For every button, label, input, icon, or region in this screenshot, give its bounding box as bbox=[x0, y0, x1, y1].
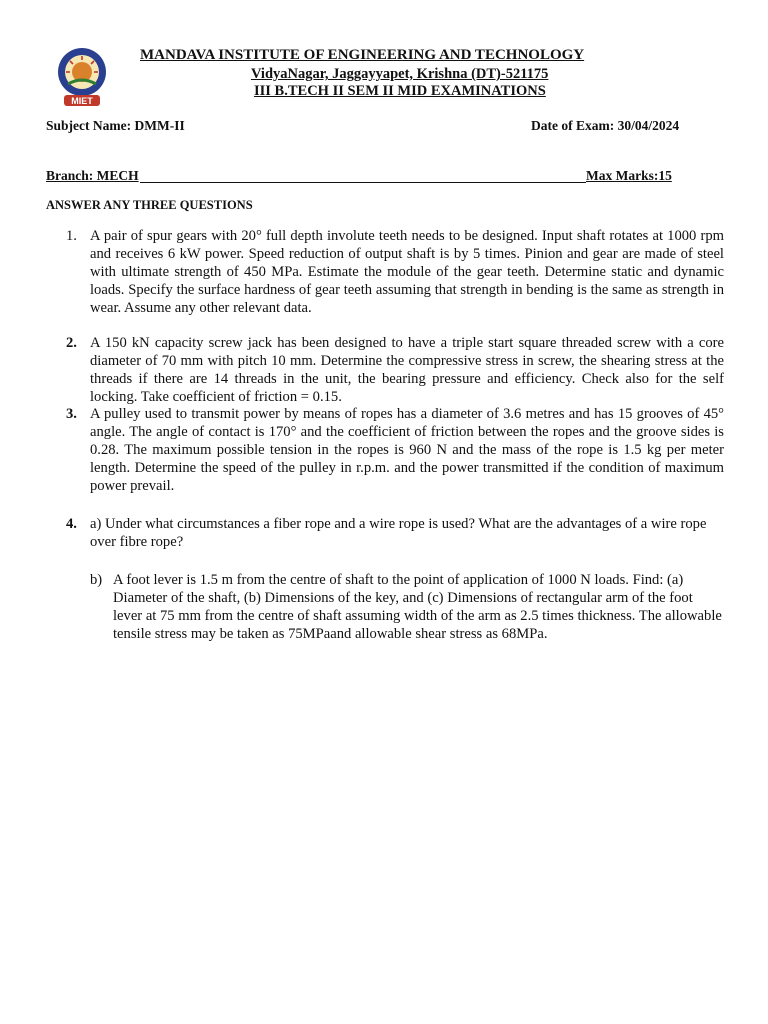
branch: Branch: MECH bbox=[46, 168, 139, 183]
institute-name: MANDAVA INSTITUTE OF ENGINEERING AND TECHNOLOGY bbox=[140, 47, 585, 63]
question-text: A 150 kN capacity screw jack has been designed to have a triple start square threaded screw with a core diameter of 70 mm with pitch 10 mm. Determine the compressive stress in screw, the shearing stress at the threads if there are 14 threads in the unit, the bearing pressure and efficiency. Check also for the self locking. Take coefficient of friction = 0.15. bbox=[90, 335, 724, 405]
institute-address: VidyaNagar, Jaggayyapet, Krishna (DT)-521175 bbox=[251, 66, 549, 82]
exam-date: Date of Exam: 30/04/2024 bbox=[531, 118, 680, 133]
question-text: A pulley used to transmit power by means of ropes has a diameter of 3.6 metres and has 15 grooves of 45° angle. The angle of contact is 170° and the coefficient of friction between the ropes and the groove sides is 0.28. The maximum possible tension in the ropes is 960 N and the mass of the rope is 1.5 kg per meter length. Determine the speed of the pulley in r.p.m. and the power transmitted if the condition of maximum power prevail. bbox=[90, 406, 724, 494]
subject-name: Subject Name: DMM-II bbox=[46, 118, 185, 133]
instruction: ANSWER ANY THREE QUESTIONS bbox=[46, 198, 253, 212]
header-rule bbox=[140, 182, 586, 183]
question-text: A pair of spur gears with 20° full depth involute teeth needs to be designed. Input shaft rotates at 1000 rpm and receives 6 kW power. Speed reduction of output shaft is by 5 times. Pinion and gear are made of steel with ultimate strength of 450 MPa. Estimate the module of the gear teeth. Determine static and dynamic loads. Specify the surface hardness of gear teeth assuming that strength in bending is the same as strength in wear. Assume any other relevant data. bbox=[90, 228, 724, 316]
question-number: 4. bbox=[66, 516, 77, 532]
subquestion-number: b) bbox=[90, 572, 103, 588]
exam-title: III B.TECH II SEM II MID EXAMINATIONS bbox=[254, 83, 546, 99]
question-text: a) Under what circumstances a fiber rope and a wire rope is used? What are the advantages of a wire rope over fibre rope? bbox=[90, 516, 707, 550]
subquestion-text: A foot lever is 1.5 m from the centre of shaft to the point of application of 1000 N loads. Find: (a) Diameter of the shaft, (b) Dimensions of the key, and (c) Dimensions of rectangular arm of the foot lever at 75 mm from the centre of shaft assuming width of the arm as 2.5 times thickness. The allowable tensile stress may be taken as 75MPaand allowable shear stress as 68MPa. bbox=[113, 572, 722, 642]
question-number: 2. bbox=[66, 335, 77, 351]
question-number: 1. bbox=[66, 228, 77, 244]
institute-logo bbox=[54, 46, 110, 108]
max-marks: Max Marks:15 bbox=[586, 168, 672, 183]
logo-text: MIET bbox=[71, 96, 93, 106]
question-number: 3. bbox=[66, 406, 77, 422]
